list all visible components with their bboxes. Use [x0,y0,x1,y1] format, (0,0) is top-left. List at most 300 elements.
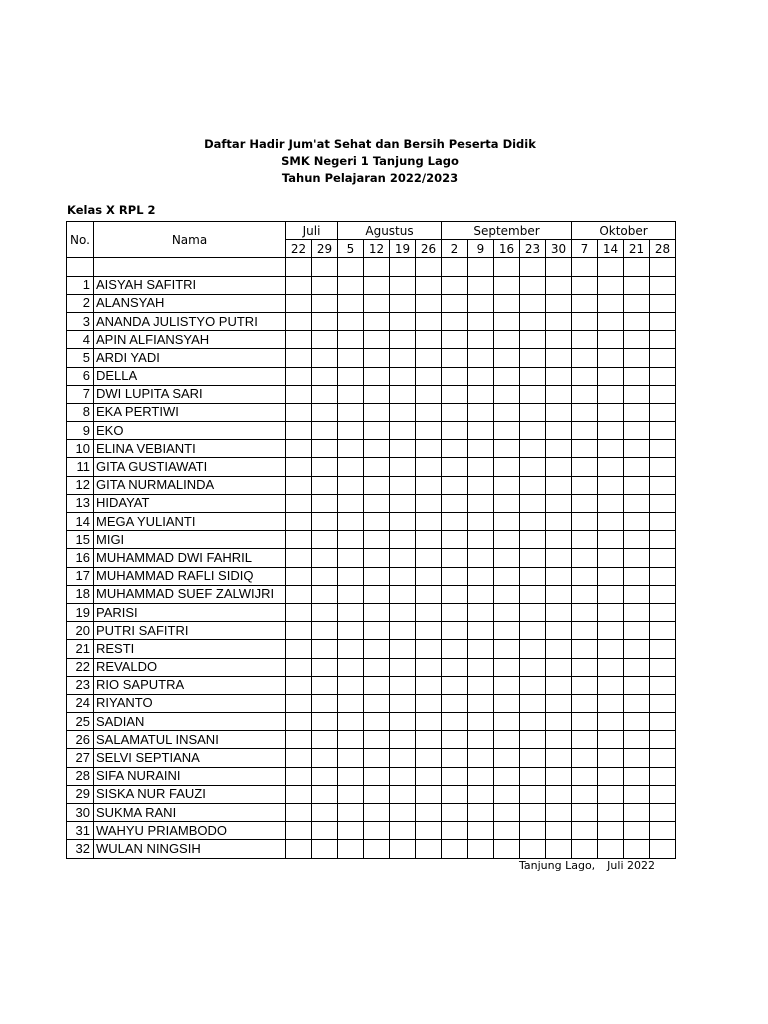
attendance-cell[interactable] [624,349,650,367]
attendance-cell[interactable] [416,549,442,567]
attendance-cell[interactable] [572,422,598,440]
attendance-cell[interactable] [468,458,494,476]
attendance-cell[interactable] [442,312,468,330]
attendance-cell[interactable] [390,603,416,621]
attendance-cell[interactable] [494,294,520,312]
attendance-cell[interactable] [390,294,416,312]
attendance-cell[interactable] [624,312,650,330]
attendance-cell[interactable] [286,531,312,549]
attendance-cell[interactable] [390,767,416,785]
attendance-cell[interactable] [338,276,364,294]
attendance-cell[interactable] [546,603,572,621]
attendance-cell[interactable] [468,749,494,767]
attendance-cell[interactable] [520,312,546,330]
attendance-cell[interactable] [442,494,468,512]
attendance-cell[interactable] [416,403,442,421]
attendance-cell[interactable] [520,294,546,312]
attendance-cell[interactable] [364,367,390,385]
attendance-cell[interactable] [598,549,624,567]
attendance-cell[interactable] [338,658,364,676]
attendance-cell[interactable] [624,494,650,512]
attendance-cell[interactable] [338,676,364,694]
attendance-cell[interactable] [442,694,468,712]
attendance-cell[interactable] [572,531,598,549]
attendance-cell[interactable] [650,276,676,294]
attendance-cell[interactable] [598,276,624,294]
attendance-cell[interactable] [650,822,676,840]
attendance-cell[interactable] [286,694,312,712]
attendance-cell[interactable] [520,676,546,694]
attendance-cell[interactable] [338,349,364,367]
attendance-cell[interactable] [286,749,312,767]
attendance-cell[interactable] [312,804,338,822]
attendance-cell[interactable] [572,767,598,785]
attendance-cell[interactable] [598,749,624,767]
attendance-cell[interactable] [598,694,624,712]
attendance-cell[interactable] [520,276,546,294]
attendance-cell[interactable] [442,367,468,385]
attendance-cell[interactable] [572,603,598,621]
attendance-cell[interactable] [572,458,598,476]
attendance-cell[interactable] [416,804,442,822]
attendance-cell[interactable] [494,440,520,458]
attendance-cell[interactable] [442,531,468,549]
attendance-cell[interactable] [468,531,494,549]
attendance-cell[interactable] [650,585,676,603]
attendance-cell[interactable] [416,458,442,476]
attendance-cell[interactable] [650,804,676,822]
attendance-cell[interactable] [312,476,338,494]
attendance-cell[interactable] [442,331,468,349]
attendance-cell[interactable] [312,822,338,840]
attendance-cell[interactable] [624,622,650,640]
attendance-cell[interactable] [390,585,416,603]
attendance-cell[interactable] [494,276,520,294]
attendance-cell[interactable] [390,694,416,712]
attendance-cell[interactable] [468,731,494,749]
attendance-cell[interactable] [624,749,650,767]
attendance-cell[interactable] [338,312,364,330]
attendance-cell[interactable] [546,422,572,440]
attendance-cell[interactable] [286,513,312,531]
attendance-cell[interactable] [624,567,650,585]
attendance-cell[interactable] [650,567,676,585]
attendance-cell[interactable] [546,294,572,312]
attendance-cell[interactable] [650,513,676,531]
attendance-cell[interactable] [520,567,546,585]
attendance-cell[interactable] [520,513,546,531]
attendance-cell[interactable] [650,349,676,367]
attendance-cell[interactable] [494,422,520,440]
attendance-cell[interactable] [312,785,338,803]
attendance-cell[interactable] [520,385,546,403]
attendance-cell[interactable] [416,494,442,512]
attendance-cell[interactable] [286,276,312,294]
attendance-cell[interactable] [390,440,416,458]
attendance-cell[interactable] [312,312,338,330]
attendance-cell[interactable] [364,513,390,531]
attendance-cell[interactable] [650,331,676,349]
attendance-cell[interactable] [598,603,624,621]
attendance-cell[interactable] [624,385,650,403]
attendance-cell[interactable] [364,531,390,549]
attendance-cell[interactable] [416,676,442,694]
attendance-cell[interactable] [364,349,390,367]
attendance-cell[interactable] [546,531,572,549]
attendance-cell[interactable] [312,603,338,621]
attendance-cell[interactable] [286,312,312,330]
attendance-cell[interactable] [598,422,624,440]
attendance-cell[interactable] [312,658,338,676]
attendance-cell[interactable] [650,403,676,421]
attendance-cell[interactable] [390,785,416,803]
attendance-cell[interactable] [494,713,520,731]
attendance-cell[interactable] [312,294,338,312]
attendance-cell[interactable] [650,476,676,494]
attendance-cell[interactable] [338,531,364,549]
attendance-cell[interactable] [442,822,468,840]
attendance-cell[interactable] [624,276,650,294]
attendance-cell[interactable] [416,476,442,494]
attendance-cell[interactable] [312,767,338,785]
attendance-cell[interactable] [598,785,624,803]
attendance-cell[interactable] [286,494,312,512]
attendance-cell[interactable] [364,622,390,640]
attendance-cell[interactable] [364,731,390,749]
attendance-cell[interactable] [390,349,416,367]
attendance-cell[interactable] [286,731,312,749]
attendance-cell[interactable] [312,567,338,585]
attendance-cell[interactable] [468,640,494,658]
attendance-cell[interactable] [572,840,598,858]
attendance-cell[interactable] [442,476,468,494]
attendance-cell[interactable] [416,767,442,785]
attendance-cell[interactable] [650,658,676,676]
attendance-cell[interactable] [468,513,494,531]
attendance-cell[interactable] [572,749,598,767]
attendance-cell[interactable] [546,822,572,840]
attendance-cell[interactable] [468,476,494,494]
attendance-cell[interactable] [546,367,572,385]
attendance-cell[interactable] [598,622,624,640]
attendance-cell[interactable] [572,403,598,421]
attendance-cell[interactable] [286,367,312,385]
attendance-cell[interactable] [494,603,520,621]
attendance-cell[interactable] [520,622,546,640]
attendance-cell[interactable] [598,312,624,330]
attendance-cell[interactable] [390,822,416,840]
attendance-cell[interactable] [416,640,442,658]
attendance-cell[interactable] [338,822,364,840]
attendance-cell[interactable] [650,731,676,749]
attendance-cell[interactable] [598,403,624,421]
attendance-cell[interactable] [312,458,338,476]
attendance-cell[interactable] [520,349,546,367]
attendance-cell[interactable] [468,422,494,440]
attendance-cell[interactable] [546,585,572,603]
attendance-cell[interactable] [416,349,442,367]
attendance-cell[interactable] [312,713,338,731]
attendance-cell[interactable] [520,804,546,822]
attendance-cell[interactable] [546,694,572,712]
attendance-cell[interactable] [312,640,338,658]
attendance-cell[interactable] [598,458,624,476]
attendance-cell[interactable] [442,658,468,676]
attendance-cell[interactable] [442,603,468,621]
attendance-cell[interactable] [546,476,572,494]
attendance-cell[interactable] [572,549,598,567]
attendance-cell[interactable] [572,276,598,294]
attendance-cell[interactable] [598,731,624,749]
attendance-cell[interactable] [416,713,442,731]
attendance-cell[interactable] [416,603,442,621]
attendance-cell[interactable] [546,403,572,421]
attendance-cell[interactable] [546,331,572,349]
attendance-cell[interactable] [364,403,390,421]
attendance-cell[interactable] [650,458,676,476]
attendance-cell[interactable] [442,804,468,822]
attendance-cell[interactable] [390,531,416,549]
attendance-cell[interactable] [598,331,624,349]
attendance-cell[interactable] [598,713,624,731]
attendance-cell[interactable] [468,294,494,312]
attendance-cell[interactable] [442,640,468,658]
attendance-cell[interactable] [520,331,546,349]
attendance-cell[interactable] [520,367,546,385]
attendance-cell[interactable] [364,640,390,658]
attendance-cell[interactable] [494,367,520,385]
attendance-cell[interactable] [624,603,650,621]
attendance-cell[interactable] [650,713,676,731]
attendance-cell[interactable] [286,640,312,658]
attendance-cell[interactable] [546,622,572,640]
attendance-cell[interactable] [650,640,676,658]
attendance-cell[interactable] [598,531,624,549]
attendance-cell[interactable] [468,549,494,567]
attendance-cell[interactable] [494,694,520,712]
attendance-cell[interactable] [390,403,416,421]
attendance-cell[interactable] [546,276,572,294]
attendance-cell[interactable] [442,294,468,312]
attendance-cell[interactable] [364,440,390,458]
attendance-cell[interactable] [520,403,546,421]
attendance-cell[interactable] [338,767,364,785]
attendance-cell[interactable] [364,458,390,476]
attendance-cell[interactable] [416,440,442,458]
attendance-cell[interactable] [468,694,494,712]
attendance-cell[interactable] [364,767,390,785]
attendance-cell[interactable] [546,731,572,749]
attendance-cell[interactable] [494,785,520,803]
attendance-cell[interactable] [338,713,364,731]
attendance-cell[interactable] [650,785,676,803]
attendance-cell[interactable] [520,494,546,512]
attendance-cell[interactable] [364,749,390,767]
attendance-cell[interactable] [572,476,598,494]
attendance-cell[interactable] [520,749,546,767]
attendance-cell[interactable] [364,822,390,840]
attendance-cell[interactable] [468,494,494,512]
attendance-cell[interactable] [494,676,520,694]
attendance-cell[interactable] [338,403,364,421]
attendance-cell[interactable] [312,403,338,421]
attendance-cell[interactable] [312,694,338,712]
attendance-cell[interactable] [624,531,650,549]
attendance-cell[interactable] [624,440,650,458]
attendance-cell[interactable] [338,440,364,458]
attendance-cell[interactable] [286,585,312,603]
attendance-cell[interactable] [572,713,598,731]
attendance-cell[interactable] [624,822,650,840]
attendance-cell[interactable] [468,658,494,676]
attendance-cell[interactable] [286,385,312,403]
attendance-cell[interactable] [624,694,650,712]
attendance-cell[interactable] [650,440,676,458]
attendance-cell[interactable] [624,367,650,385]
attendance-cell[interactable] [546,494,572,512]
attendance-cell[interactable] [338,640,364,658]
attendance-cell[interactable] [520,531,546,549]
attendance-cell[interactable] [364,312,390,330]
attendance-cell[interactable] [364,331,390,349]
attendance-cell[interactable] [390,749,416,767]
attendance-cell[interactable] [624,476,650,494]
attendance-cell[interactable] [312,349,338,367]
attendance-cell[interactable] [442,385,468,403]
attendance-cell[interactable] [390,276,416,294]
attendance-cell[interactable] [572,804,598,822]
attendance-cell[interactable] [416,513,442,531]
attendance-cell[interactable] [494,622,520,640]
attendance-cell[interactable] [520,603,546,621]
attendance-cell[interactable] [624,422,650,440]
attendance-cell[interactable] [468,440,494,458]
attendance-cell[interactable] [546,785,572,803]
attendance-cell[interactable] [546,349,572,367]
attendance-cell[interactable] [338,294,364,312]
attendance-cell[interactable] [624,585,650,603]
attendance-cell[interactable] [520,549,546,567]
attendance-cell[interactable] [442,731,468,749]
attendance-cell[interactable] [624,640,650,658]
attendance-cell[interactable] [624,294,650,312]
attendance-cell[interactable] [624,331,650,349]
attendance-cell[interactable] [494,513,520,531]
attendance-cell[interactable] [338,585,364,603]
attendance-cell[interactable] [572,385,598,403]
attendance-cell[interactable] [390,676,416,694]
attendance-cell[interactable] [494,731,520,749]
attendance-cell[interactable] [286,294,312,312]
attendance-cell[interactable] [520,767,546,785]
attendance-cell[interactable] [416,840,442,858]
attendance-cell[interactable] [390,385,416,403]
attendance-cell[interactable] [624,513,650,531]
attendance-cell[interactable] [416,367,442,385]
attendance-cell[interactable] [598,767,624,785]
attendance-cell[interactable] [572,294,598,312]
attendance-cell[interactable] [390,367,416,385]
attendance-cell[interactable] [312,585,338,603]
attendance-cell[interactable] [364,676,390,694]
attendance-cell[interactable] [286,804,312,822]
attendance-cell[interactable] [338,458,364,476]
attendance-cell[interactable] [468,785,494,803]
attendance-cell[interactable] [520,731,546,749]
attendance-cell[interactable] [364,713,390,731]
attendance-cell[interactable] [390,549,416,567]
attendance-cell[interactable] [546,658,572,676]
attendance-cell[interactable] [442,276,468,294]
attendance-cell[interactable] [650,603,676,621]
attendance-cell[interactable] [338,367,364,385]
attendance-cell[interactable] [598,440,624,458]
attendance-cell[interactable] [494,385,520,403]
attendance-cell[interactable] [442,403,468,421]
attendance-cell[interactable] [286,349,312,367]
attendance-cell[interactable] [468,331,494,349]
attendance-cell[interactable] [598,804,624,822]
attendance-cell[interactable] [416,422,442,440]
attendance-cell[interactable] [572,640,598,658]
attendance-cell[interactable] [338,331,364,349]
attendance-cell[interactable] [338,422,364,440]
attendance-cell[interactable] [598,822,624,840]
attendance-cell[interactable] [650,422,676,440]
attendance-cell[interactable] [338,731,364,749]
attendance-cell[interactable] [364,785,390,803]
attendance-cell[interactable] [442,713,468,731]
attendance-cell[interactable] [338,840,364,858]
attendance-cell[interactable] [390,567,416,585]
attendance-cell[interactable] [572,440,598,458]
attendance-cell[interactable] [312,622,338,640]
attendance-cell[interactable] [338,567,364,585]
attendance-cell[interactable] [442,785,468,803]
attendance-cell[interactable] [572,513,598,531]
attendance-cell[interactable] [286,622,312,640]
attendance-cell[interactable] [624,403,650,421]
attendance-cell[interactable] [624,549,650,567]
attendance-cell[interactable] [520,658,546,676]
attendance-cell[interactable] [650,840,676,858]
attendance-cell[interactable] [572,567,598,585]
attendance-cell[interactable] [598,367,624,385]
attendance-cell[interactable] [520,458,546,476]
attendance-cell[interactable] [520,440,546,458]
attendance-cell[interactable] [598,676,624,694]
attendance-cell[interactable] [546,713,572,731]
attendance-cell[interactable] [286,603,312,621]
attendance-cell[interactable] [598,349,624,367]
attendance-cell[interactable] [624,785,650,803]
attendance-cell[interactable] [312,385,338,403]
attendance-cell[interactable] [364,585,390,603]
attendance-cell[interactable] [416,658,442,676]
attendance-cell[interactable] [624,713,650,731]
attendance-cell[interactable] [494,403,520,421]
attendance-cell[interactable] [468,603,494,621]
attendance-cell[interactable] [286,331,312,349]
attendance-cell[interactable] [650,622,676,640]
attendance-cell[interactable] [546,749,572,767]
attendance-cell[interactable] [572,367,598,385]
attendance-cell[interactable] [468,349,494,367]
attendance-cell[interactable] [572,494,598,512]
attendance-cell[interactable] [338,513,364,531]
attendance-cell[interactable] [624,458,650,476]
attendance-cell[interactable] [546,549,572,567]
